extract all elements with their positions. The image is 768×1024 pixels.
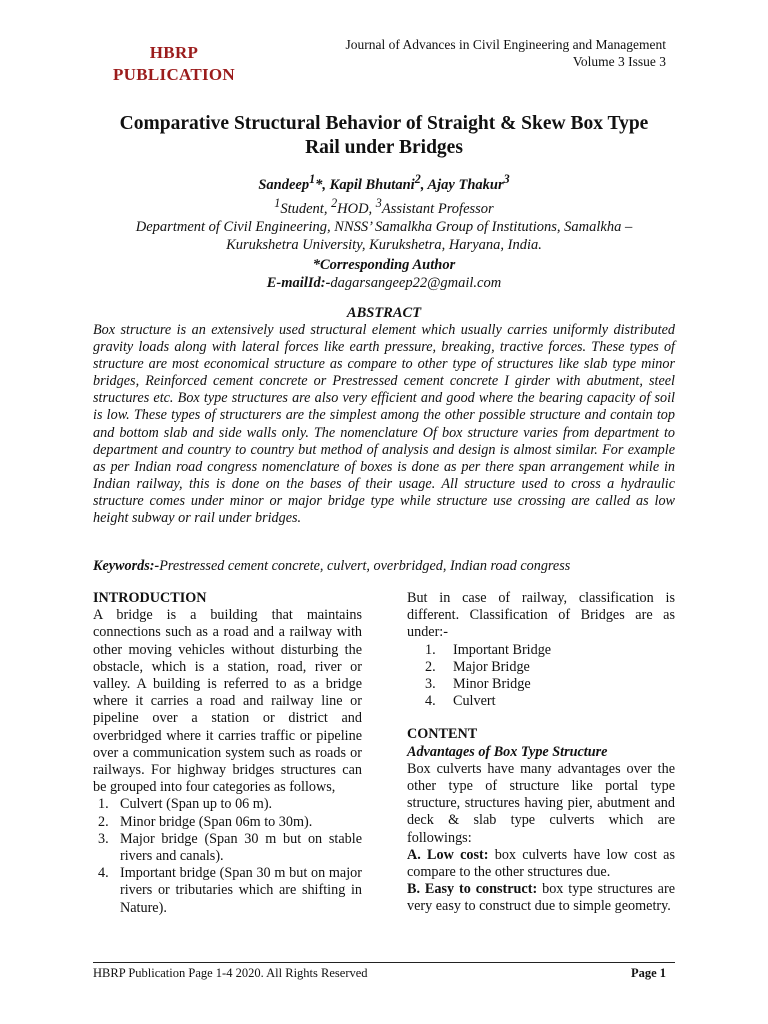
list-item <box>407 642 675 659</box>
affiliation-line2: Kurukshetra University, Kurukshetra, Haryana, India. <box>226 236 542 253</box>
author-2-sup: 2 <box>414 172 421 186</box>
highway-bridge-list <box>93 796 362 916</box>
author-names <box>80 170 688 194</box>
introduction-text: A bridge is a building that maintains connections such as a road and a railway with other moving vehicles without disturbing the obstacle, which is a station, road, river or valley. A building is referred to as a bridge where it carries a road and railway line or pipeline over a station or district and overbridged where it carries traffic or pipeline over a communication system such as roads or railways. For highway bridges structures can be grouped into four categories as follows, <box>93 607 362 796</box>
author-1-sup: 1 <box>309 172 316 186</box>
advantages-text: Box culverts have many advantages over the other type of structure like portal type structure, structures having pier, abutment and deck & slab type culverts which are followings: <box>407 760 675 846</box>
introduction-heading: INTRODUCTION <box>93 590 207 606</box>
list-item <box>407 676 675 693</box>
journal-header <box>345 36 666 70</box>
advantage-b-text: box type structures are very easy to construct due to simple geometry. <box>407 881 675 915</box>
keywords-label: Keywords:- <box>93 558 160 574</box>
role-1: Student, <box>280 200 332 217</box>
list-item <box>93 831 362 865</box>
paper-title <box>80 112 688 160</box>
email-label: E-mailId:- <box>266 275 331 291</box>
journal-volume: Volume 3 Issue 3 <box>572 54 666 69</box>
publisher-logo-line1: HBRP <box>149 43 199 62</box>
list-item-number: 3. <box>98 830 109 847</box>
author-3-sup: 3 <box>503 172 510 186</box>
list-item-number: 2. <box>425 658 436 675</box>
footer-copyright: HBRP Publication Page 1-4 2020. All Rights Reserved <box>93 966 368 980</box>
advantage-a-text: box culverts have low cost as compare to the other structures due. <box>407 846 675 881</box>
email-line <box>80 274 688 292</box>
section-gap <box>407 710 675 726</box>
list-item-number: 2. <box>98 813 109 830</box>
advantages-subheading: Advantages of Box Type Structure <box>407 743 608 760</box>
role-1-sup: 1 <box>274 195 281 210</box>
abstract-text: Box structure is an extensively used structural element which usually carries uniformly distributed gravity loads along with lateral forces like earth pressure, breaking, tractive forces. These types of structure are most economical structure as compare to other type of structures like slab type minor bridges, Reinforced cement concrete or Prestressed cement concrete I girder with abutment, steel structures etc. Box type structures are also very efficient and good where the bearing capacity of soil is low. These types of structurers are the simplest among the other possible structure and contain top and bottom slab and side walls only. The nomenclature Of box structure varies from department to department and country to country but method of analysis and design is almost similar. For example as per Indian road congress nomenclature of boxes is done as per there span arrangement while in Indian railway, this is done on the bases of their usage. All structure used to cross a hydraulic structure comes under minor or major bridge type while structure use crossing are called as low height subway or rail under bridges. <box>93 322 675 527</box>
journal-name: Journal of Advances in Civil Engineering and Management <box>345 37 666 52</box>
keywords-text: Prestressed cement concrete, culvert, overbridged, Indian road congress <box>159 558 571 574</box>
list-item <box>407 659 675 676</box>
corresponding-label: *Corresponding Author <box>312 257 456 273</box>
advantage-a-label: A. Low cost: <box>407 846 489 863</box>
publisher-logo <box>104 42 244 86</box>
role-2: HOD, <box>337 200 376 217</box>
role-3-sup: 3 <box>375 195 382 210</box>
author-2: Kapil Bhutani <box>329 176 415 193</box>
list-item <box>93 796 362 813</box>
paper-title-line1: Comparative Structural Behavior of Straight & Skew Box Type <box>119 113 649 134</box>
list-item-text: Culvert (Span up to 06 m). <box>120 796 273 813</box>
list-item-number: 3. <box>425 676 436 693</box>
affiliation-line1: Department of Civil Engineering, NNSS’ Samalkha Group of Institutions, Samalkha – <box>135 218 633 235</box>
railway-classification-text: But in case of railway, classification is different. Classification of Bridges are as under:- <box>407 590 675 641</box>
right-column <box>407 590 675 916</box>
advantage-b-label: B. Easy to construct: <box>407 881 538 898</box>
author-separator: , <box>420 176 428 193</box>
email-address: dagarsangeep22@gmail.com <box>330 275 502 291</box>
advantage-a <box>407 847 675 881</box>
corresponding-author <box>80 256 688 292</box>
list-item-text: Important bridge (Span 30 m but on major rivers or tributaries which are shifting in Nature). <box>120 865 362 916</box>
keywords <box>93 557 675 575</box>
list-item <box>407 693 675 710</box>
author-1-mark: *, <box>315 176 330 193</box>
list-item-text: Major Bridge <box>453 658 530 675</box>
list-item-text: Important Bridge <box>453 641 552 658</box>
page-number: Page 1 <box>630 966 666 980</box>
footer-divider <box>93 962 675 963</box>
abstract-heading: ABSTRACT <box>346 305 422 321</box>
list-item-text: Major bridge (Span 30 m but on stable rivers and canals). <box>120 830 362 865</box>
list-item <box>93 865 362 917</box>
paper-title-line2: Rail under Bridges <box>305 137 463 158</box>
list-item-text: Minor Bridge <box>453 676 531 693</box>
list-item-number: 1. <box>98 796 109 813</box>
list-item-number: 1. <box>425 641 436 658</box>
advantage-b <box>407 881 675 915</box>
author-1: Sandeep <box>258 176 310 193</box>
list-item-number: 4. <box>425 693 436 710</box>
role-2-sup: 2 <box>331 195 338 210</box>
author-roles <box>80 194 688 218</box>
author-3: Ajay Thakur <box>427 176 504 193</box>
left-column <box>93 590 362 917</box>
list-item-text: Minor bridge (Span 06m to 30m). <box>120 813 313 830</box>
list-item <box>93 814 362 831</box>
publisher-logo-line2: PUBLICATION <box>112 65 235 84</box>
railway-bridge-list <box>407 642 675 711</box>
role-3: Assistant Professor <box>381 200 494 217</box>
content-heading: CONTENT <box>407 726 478 743</box>
author-block <box>80 170 688 254</box>
list-item-number: 4. <box>98 865 109 882</box>
list-item-text: Culvert <box>453 693 496 710</box>
